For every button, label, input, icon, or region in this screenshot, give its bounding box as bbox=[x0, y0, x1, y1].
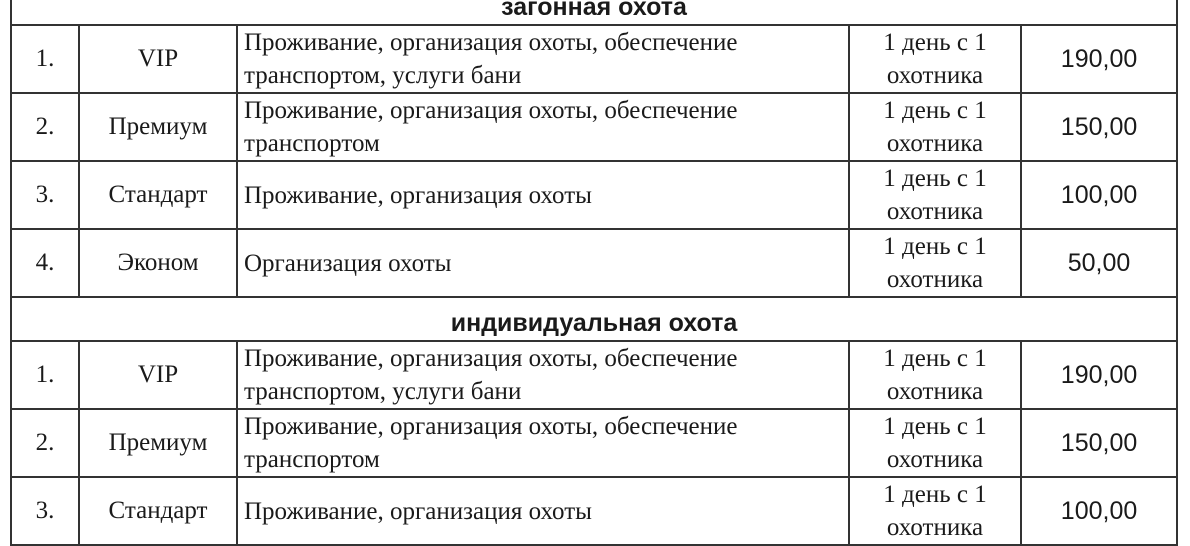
row-number: 2. bbox=[11, 409, 79, 477]
duration-line: 1 день с 1 bbox=[883, 29, 987, 56]
price-value: 190,00 bbox=[1021, 25, 1177, 93]
duration-cell bbox=[849, 477, 1021, 545]
description-line: Проживание, организация охоты bbox=[244, 497, 592, 525]
table-row bbox=[11, 25, 1177, 93]
description-line: транспортом bbox=[244, 446, 380, 473]
section-title: индивидуальная охота bbox=[11, 297, 1177, 341]
table-row bbox=[11, 477, 1177, 545]
duration-line: 1 день с 1 bbox=[883, 165, 987, 192]
duration-line: 1 день с 1 bbox=[883, 97, 987, 124]
price-value: 100,00 bbox=[1021, 161, 1177, 229]
row-number: 3. bbox=[11, 161, 79, 229]
service-description bbox=[237, 25, 849, 93]
package-name: VIP bbox=[79, 25, 237, 93]
description-line: транспортом, услуги бани bbox=[244, 378, 522, 405]
duration-line: 1 день с 1 bbox=[883, 481, 987, 508]
price-value: 100,00 bbox=[1021, 477, 1177, 545]
table-row bbox=[11, 161, 1177, 229]
table-row bbox=[11, 229, 1177, 297]
description-line: Проживание, организация охоты, обеспечение bbox=[244, 29, 738, 56]
package-name: VIP bbox=[79, 341, 237, 409]
row-number: 1. bbox=[11, 25, 79, 93]
table-row bbox=[11, 409, 1177, 477]
price-table-body bbox=[11, 0, 1177, 545]
service-description bbox=[237, 93, 849, 161]
table-row bbox=[11, 341, 1177, 409]
duration-cell bbox=[849, 409, 1021, 477]
description-line: Проживание, организация охоты, обеспечение bbox=[244, 345, 738, 372]
row-number: 1. bbox=[11, 341, 79, 409]
duration-line: охотника bbox=[886, 446, 984, 473]
service-description bbox=[237, 477, 849, 545]
package-name: Эконом bbox=[79, 229, 237, 297]
description-line: транспортом, услуги бани bbox=[244, 62, 522, 89]
description-line: Проживание, организация охоты, обеспечение bbox=[244, 97, 738, 124]
duration-cell bbox=[849, 25, 1021, 93]
price-value: 50,00 bbox=[1021, 229, 1177, 297]
price-table bbox=[10, 0, 1178, 546]
service-description bbox=[237, 161, 849, 229]
section-title: загонная охота bbox=[11, 0, 1177, 25]
description-line: транспортом bbox=[244, 130, 380, 157]
duration-line: охотника bbox=[886, 62, 984, 89]
description-line: Проживание, организация охоты bbox=[244, 181, 592, 209]
package-name: Премиум bbox=[79, 409, 237, 477]
package-name: Стандарт bbox=[79, 477, 237, 545]
duration-cell bbox=[849, 341, 1021, 409]
package-name: Стандарт bbox=[79, 161, 237, 229]
duration-line: охотника bbox=[886, 266, 984, 293]
service-description bbox=[237, 341, 849, 409]
package-name: Премиум bbox=[79, 93, 237, 161]
service-description bbox=[237, 409, 849, 477]
service-description bbox=[237, 229, 849, 297]
section-header-row bbox=[11, 297, 1177, 341]
row-number: 2. bbox=[11, 93, 79, 161]
duration-line: охотника bbox=[886, 378, 984, 405]
duration-line: 1 день с 1 bbox=[883, 345, 987, 372]
duration-cell bbox=[849, 229, 1021, 297]
price-value: 150,00 bbox=[1021, 93, 1177, 161]
row-number: 4. bbox=[11, 229, 79, 297]
price-value: 190,00 bbox=[1021, 341, 1177, 409]
price-value: 150,00 bbox=[1021, 409, 1177, 477]
description-line: Проживание, организация охоты, обеспечение bbox=[244, 413, 738, 440]
duration-line: охотника bbox=[886, 130, 984, 157]
duration-line: охотника bbox=[886, 198, 984, 225]
duration-cell bbox=[849, 161, 1021, 229]
row-number: 3. bbox=[11, 477, 79, 545]
duration-line: 1 день с 1 bbox=[883, 413, 987, 440]
section-header-row bbox=[11, 0, 1177, 25]
duration-line: охотника bbox=[886, 514, 984, 541]
duration-cell bbox=[849, 93, 1021, 161]
description-line: Организация охоты bbox=[244, 249, 452, 277]
table-row bbox=[11, 93, 1177, 161]
duration-line: 1 день с 1 bbox=[883, 233, 987, 260]
